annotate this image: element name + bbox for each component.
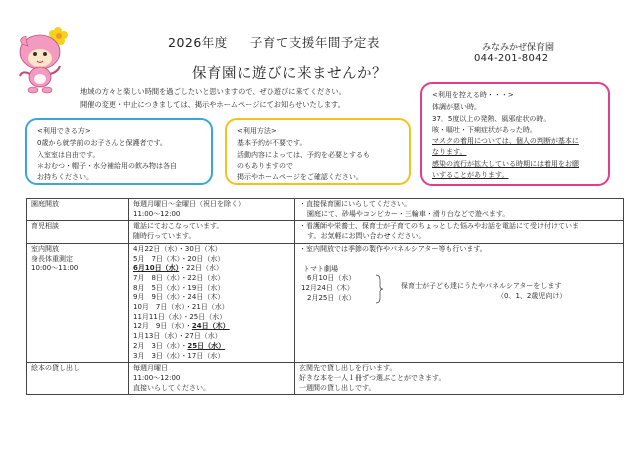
table-row [27, 199, 624, 221]
date-a: 6月10日（水） [133, 264, 180, 273]
brace-icon [375, 274, 383, 304]
date-b: 20日（水） [187, 254, 225, 263]
row-schedule [129, 199, 295, 221]
detail-line: す。お気軽にお問い合わせください。 [307, 232, 426, 241]
date-a: 10月 7日（水） [133, 303, 185, 312]
box-line: 掲示やホームページをご確認ください。 [237, 173, 363, 182]
date-line: 7月 8日（水）・22日（水） [133, 273, 225, 282]
date-a: 2月 3日（水） [133, 341, 181, 350]
box-line: いすることがあります。 [432, 171, 509, 180]
toma-block [299, 274, 619, 308]
toma-title: トマト劇場 [303, 264, 338, 273]
box-line: 咳・嘔吐・下痢症状があった時。 [432, 125, 537, 134]
date-b: 25日（水） [187, 341, 226, 350]
detail-line: ・直接保育園にいらしてください。 [299, 200, 411, 208]
date-line: 5月 7日（木）・20日（水） [133, 254, 225, 263]
date-line: 10月 7日（水）・21日（水） [133, 303, 229, 312]
toma-date: 6月10日（水） [307, 274, 356, 283]
date-a: 7月 8日（水） [133, 273, 181, 282]
toma-date: 2月25日（水） [307, 293, 356, 302]
intro-text [80, 85, 440, 111]
detail-line: 好きな本を一人１冊ずつ選ぶことができます。 [299, 373, 446, 382]
box-line: のもありますので [237, 161, 293, 170]
date-a: 8月 5日（水） [133, 283, 181, 292]
year-label: 2026年度 [168, 35, 228, 50]
phone-number: 044-201-8042 [474, 53, 549, 64]
date-a: 11月11日（水） [133, 312, 183, 321]
table-row [27, 363, 624, 395]
date-a: 9月 9日（水） [133, 293, 181, 302]
toma-date: 12月24日（木） [301, 283, 354, 292]
intro-line: 地域の方々と楽しい時間を過ごしたいと思いますので、ぜひ遊びに来てください。 [80, 87, 346, 96]
date-a: 4月22日（水） [133, 244, 178, 253]
toma-dates [301, 274, 355, 303]
refrain-box [420, 82, 610, 186]
eligible-users-box [25, 118, 213, 185]
detail-line: ・看護師や栄養士、保育士が子育てのちょっとした悩みやお話を電話にて受け付けていま [299, 222, 579, 231]
detail-line: ・室内開放では季節の製作やパネルシアター等も行います。 [299, 244, 487, 253]
schedule-line: 11:00～12:00 [133, 209, 181, 218]
date-line: 11月11日（水）・25日（水） [133, 312, 227, 321]
date-b: 27日（水） [184, 332, 222, 341]
schedule-line: 毎週月曜日 [133, 364, 168, 373]
date-line: 8月 5日（水）・19日（水） [133, 283, 225, 292]
schedule-line: 毎週月曜日～金曜日（祝日を除く） [133, 200, 245, 208]
intro-line: 開催の変更・中止につきましては、掲示やホームページにてお知らせいたします。 [80, 100, 345, 109]
row-detail [295, 221, 624, 243]
date-b: 25日（水） [189, 312, 227, 321]
row-detail [295, 363, 624, 395]
date-line: 6月10日（水）・22日（水） [133, 264, 224, 273]
date-a: 3月 3日（水） [133, 351, 181, 360]
schedule-line: 電話にておこなっています。 [133, 222, 224, 231]
box-line: 体調が悪い時。 [432, 103, 481, 112]
box-line: 基本予約が不要です。 [237, 139, 307, 148]
row-schedule [129, 221, 295, 243]
date-b: 22日（水） [187, 273, 225, 282]
row-schedule [129, 363, 295, 395]
box-heading: <利用を控える時・・・> [432, 91, 514, 99]
date-line: 2月 3日（水）・25日（水） [133, 341, 226, 350]
schedule-line: 11:00～12:00 [133, 373, 181, 382]
row-name-line: 身長体重測定 [31, 254, 73, 263]
box-line: ＊おむつ・帽子・水分補給用の飲み物は各自 [37, 161, 177, 170]
schedule-line: 随時行っています。 [133, 232, 196, 241]
detail-line: 園庭にて、砂場やコンビカー・三輪車・滑り台などで遊べます。 [307, 209, 510, 218]
headline: 保育園に遊びに来ませんか？ [192, 66, 387, 82]
row-name [27, 243, 129, 362]
date-a: 1月13日（水） [133, 332, 178, 341]
mascot-illustration [12, 22, 74, 100]
row-name: 園庭開放 [27, 199, 129, 221]
row-schedule [129, 243, 295, 362]
box-line: 活動内容によっては、予約を必要とするも [237, 150, 370, 159]
box-line: 37．5度以上の発熱、風邪症状の時。 [432, 114, 551, 123]
date-b: 24日（木） [191, 322, 230, 331]
date-b: 17日（水） [187, 351, 225, 360]
row-name-line: 室内開放 [31, 244, 59, 253]
date-line: 1月13日（水）・27日（水） [133, 332, 222, 341]
box-line: 0歳から就学前のお子さんと保護者です。 [37, 139, 167, 148]
box-line: 入室室は自由です。 [37, 150, 100, 159]
row-detail [295, 243, 624, 362]
row-detail [295, 199, 624, 221]
box-line: 感染の流行が拡大している時期には着用をお願 [432, 159, 579, 168]
row-name: 育児相談 [27, 221, 129, 243]
date-a: 12月 9日（水） [133, 322, 185, 331]
schedule-table [26, 198, 624, 395]
detail-line: 玄関先で貸し出しを行います。 [299, 364, 397, 373]
box-heading: <利用できる方> [37, 127, 91, 135]
detail-line: 一週間の貸し出しです。 [299, 383, 376, 392]
date-b: 22日（水） [186, 264, 224, 273]
date-b: 21日（水） [191, 303, 229, 312]
toma-note: （0、1、2歳児向け） [497, 292, 567, 301]
box-heading: <利用方法> [237, 127, 277, 135]
school-name: みなみかぜ保育園 [482, 43, 555, 53]
table-row [27, 243, 624, 362]
date-b: 24日（木） [187, 293, 225, 302]
row-name-line: 10:00～11:00 [31, 264, 79, 273]
date-line: 3月 3日（水）・17日（水） [133, 351, 225, 360]
date-line: 9月 9日（水）・24日（木） [133, 293, 225, 302]
box-line: なります。 [432, 148, 467, 157]
page-title [168, 33, 380, 51]
box-line: お持ちください。 [37, 173, 93, 182]
toma-note: 保育士が子ども達にうたやパネルシアターをします [401, 282, 562, 291]
date-line: 12月 9日（水）・24日（木） [133, 322, 230, 331]
box-line: マスクの着用については、個人の判断が基本に [432, 137, 579, 146]
table-row [27, 221, 624, 243]
usage-method-box [225, 118, 411, 185]
date-b: 19日（水） [187, 283, 225, 292]
row-name: 絵本の貸し出し [27, 363, 129, 395]
date-b: 30日（木） [184, 244, 222, 253]
title-text: 子育て支援年間予定表 [249, 35, 380, 50]
schedule-line: 直接いらしてください。 [133, 383, 210, 392]
date-a: 5月 7日（木） [133, 254, 181, 263]
date-line: 4月22日（水）・30日（木） [133, 244, 222, 253]
